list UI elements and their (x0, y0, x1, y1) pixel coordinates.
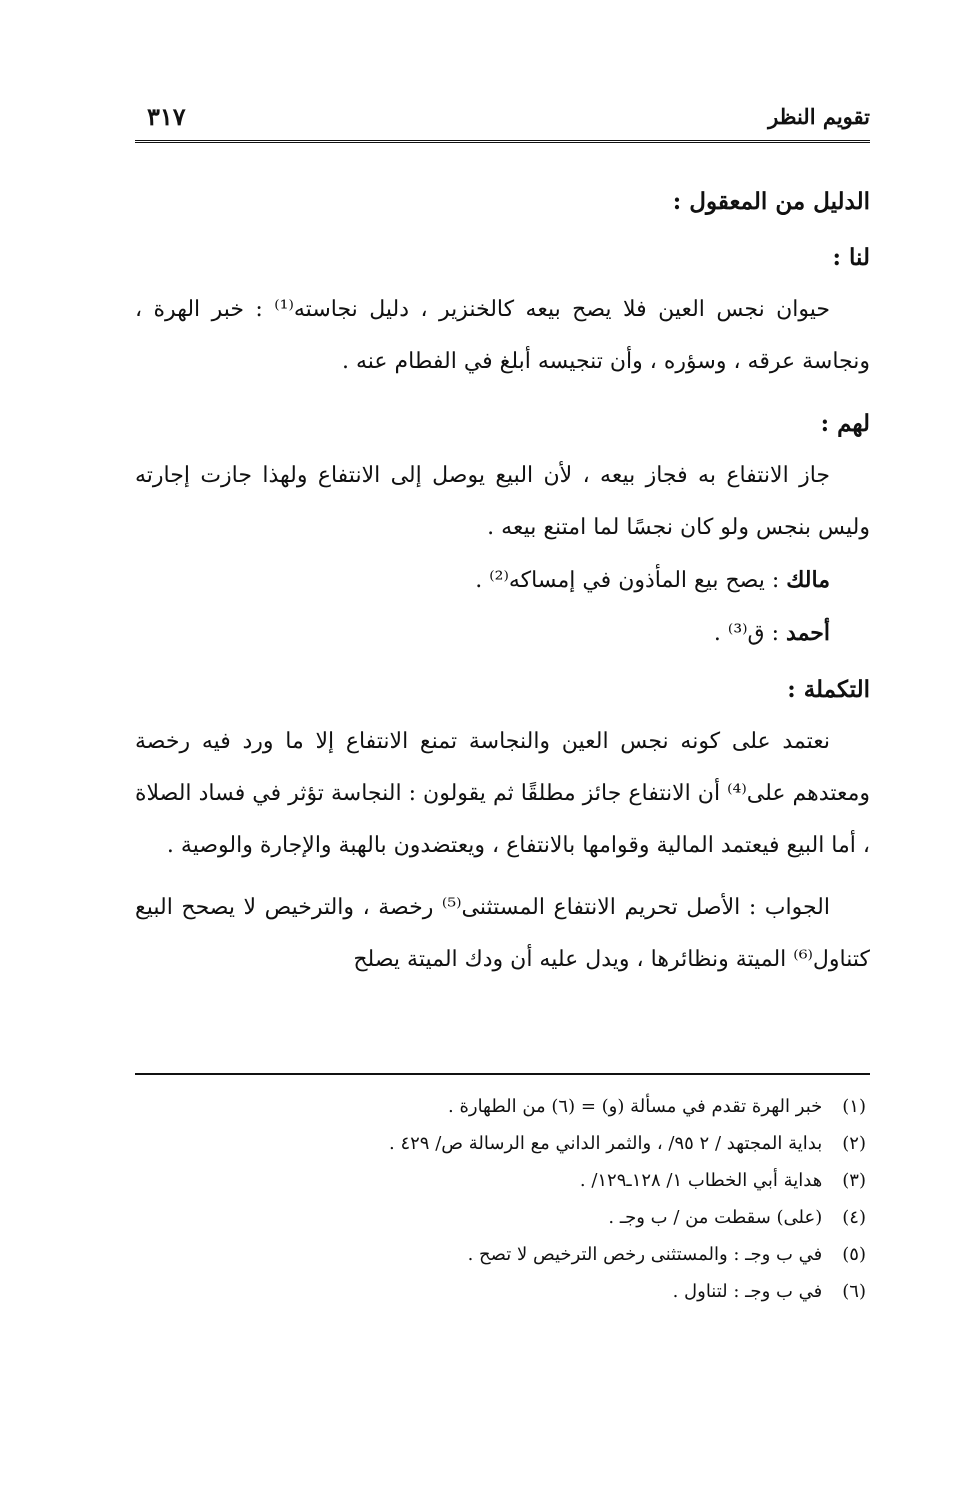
malik-text: : يصح بيع المأذون في إمساكه⁽²⁾ . (475, 568, 787, 593)
page-number: ٣١٧ (147, 102, 186, 131)
heading-rational-evidence: الدليل من المعقول : (672, 188, 870, 215)
footnote-text: (على) سقطت من / ب وجـ . (608, 1207, 823, 1228)
footnote-text: خبر الهرة تقدم في مسألة (و) = (٦) من الطهارة . (448, 1096, 823, 1117)
footnote-4 (135, 1199, 870, 1236)
footnote-text: في ب وجـ : لتناول . (672, 1281, 823, 1302)
paragraph-ahmad (135, 607, 870, 660)
footnote-text: في ب وجـ : والمستثنى رخص الترخيص لا تصح . (467, 1244, 823, 1265)
footnote-3 (135, 1162, 870, 1199)
footnote-number: (٦) (842, 1281, 866, 1302)
heading-lana: لنا : (832, 244, 870, 271)
heading-lahum: لهم : (820, 410, 870, 437)
footnote-number: (٤) (842, 1207, 866, 1228)
ahmad-label: أحمد (786, 620, 830, 646)
paragraph-lana: حيوان نجس العين فلا يصح بيعه كالخنزير ، دليل نجاسته⁽¹⁾ : خبر الهرة ، ونجاسة عرقه ، وسؤره ، وأن تنجيسه أبلغ في الفطام عنه . (135, 297, 870, 374)
running-title: تقويم النظر (768, 104, 870, 129)
paragraph-jawab: الجواب : الأصل تحريم الانتفاع المستثنى⁽⁵⁾ رخصة ، والترخيص لا يصحح البيع كتناول⁽⁶⁾ الميتة ونظائرها ، ويدل عليه أن ودك الميتة يصلح (135, 895, 870, 972)
footnote-text: هداية أبي الخطاب ١/ ١٢٨ـ١٢٩/ . (579, 1170, 823, 1191)
main-text (135, 172, 870, 986)
footnote-5 (135, 1236, 870, 1273)
header-rule (135, 140, 870, 143)
footnote-number: (٣) (842, 1170, 866, 1191)
footnote-text: بداية المجتهد / ٢ ٩٥/ ، والثمر الداني مع الرسالة ص/ ٤٢٩ . (389, 1133, 823, 1154)
footnote-6 (135, 1273, 870, 1310)
page-header (135, 98, 870, 144)
footnote-rule (135, 1073, 870, 1075)
paragraph-malik (135, 554, 870, 607)
footnotes (135, 1088, 870, 1310)
footnote-number: (٥) (842, 1244, 866, 1265)
paragraph-takmila: نعتمد على كونه نجس العين والنجاسة تمنع الانتفاع إلا ما ورد فيه رخصة ومعتدهم على⁽⁴⁾ أن الانتفاع جائز مطلقًا ثم يقولون : النجاسة تؤثر في فساد الصلاة ، أما البيع فيعتمد المالية وقوامها بالانتفاع ، ويعتضدون بالهبة والإجارة والوصية . (135, 729, 870, 858)
heading-takmila: التكملة : (787, 676, 870, 703)
footnote-1 (135, 1088, 870, 1125)
paragraph-lahum: جاز الانتفاع به فجاز بيعه ، لأن البيع يوصل إلى الانتفاع ولهذا جازت إجارته وليس بنجس ولو كان نجسًا لما امتنع بيعه . (135, 463, 870, 540)
footnote-number: (١) (842, 1096, 866, 1117)
footnote-number: (٢) (842, 1133, 866, 1154)
malik-label: مالك (786, 567, 830, 593)
footnote-2 (135, 1125, 870, 1162)
ahmad-text: : ق⁽³⁾ . (713, 621, 787, 646)
